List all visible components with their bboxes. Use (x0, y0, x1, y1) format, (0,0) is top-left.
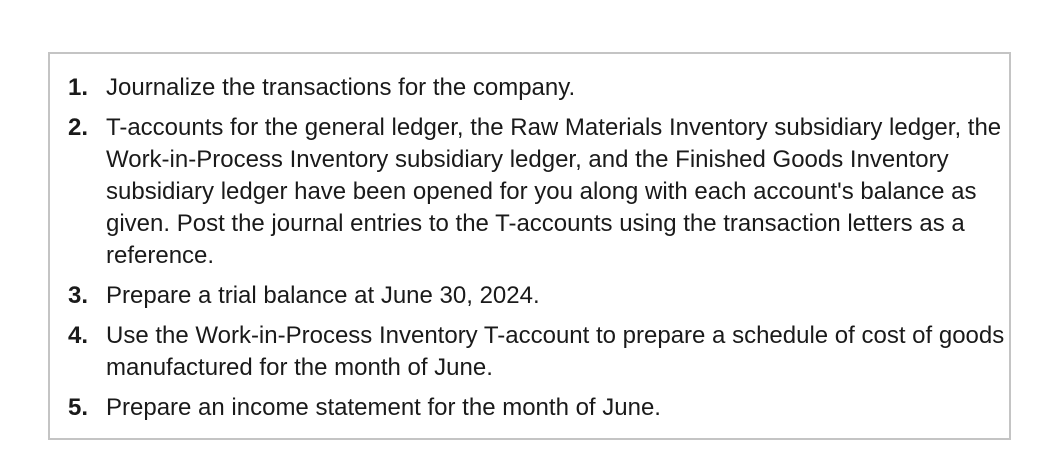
task-text: T-accounts for the general ledger, the Raw Materials Inventory subsidiary ledger, the Work-in-Process Inventory subsidiary ledger, and the Finished Goods Inventory subsidiary ledger have been opened for you along with each account's balance as given. Post the journal entries to the T-accounts using the transaction letters as a reference. (106, 114, 1002, 269)
task-number: 2. (68, 114, 89, 141)
task-item-2 (68, 112, 1008, 272)
task-number: 3. (68, 282, 89, 309)
task-number: 5. (68, 394, 89, 421)
task-text: Prepare an income statement for the month of June. (106, 394, 661, 421)
task-text: Journalize the transactions for the company. (106, 74, 576, 101)
task-list (68, 72, 1008, 432)
task-number: 4. (68, 322, 89, 349)
task-text: Prepare a trial balance at June 30, 2024. (106, 282, 540, 309)
task-item-4 (68, 320, 1008, 384)
task-instructions-box (48, 52, 1011, 440)
task-text: Use the Work-in-Process Inventory T-account to prepare a schedule of cost of goods manufactured for the month of June. (106, 322, 1005, 381)
task-item-1 (68, 72, 1008, 104)
task-number: 1. (68, 74, 89, 101)
task-item-5 (68, 392, 1008, 424)
task-item-3 (68, 280, 1008, 312)
